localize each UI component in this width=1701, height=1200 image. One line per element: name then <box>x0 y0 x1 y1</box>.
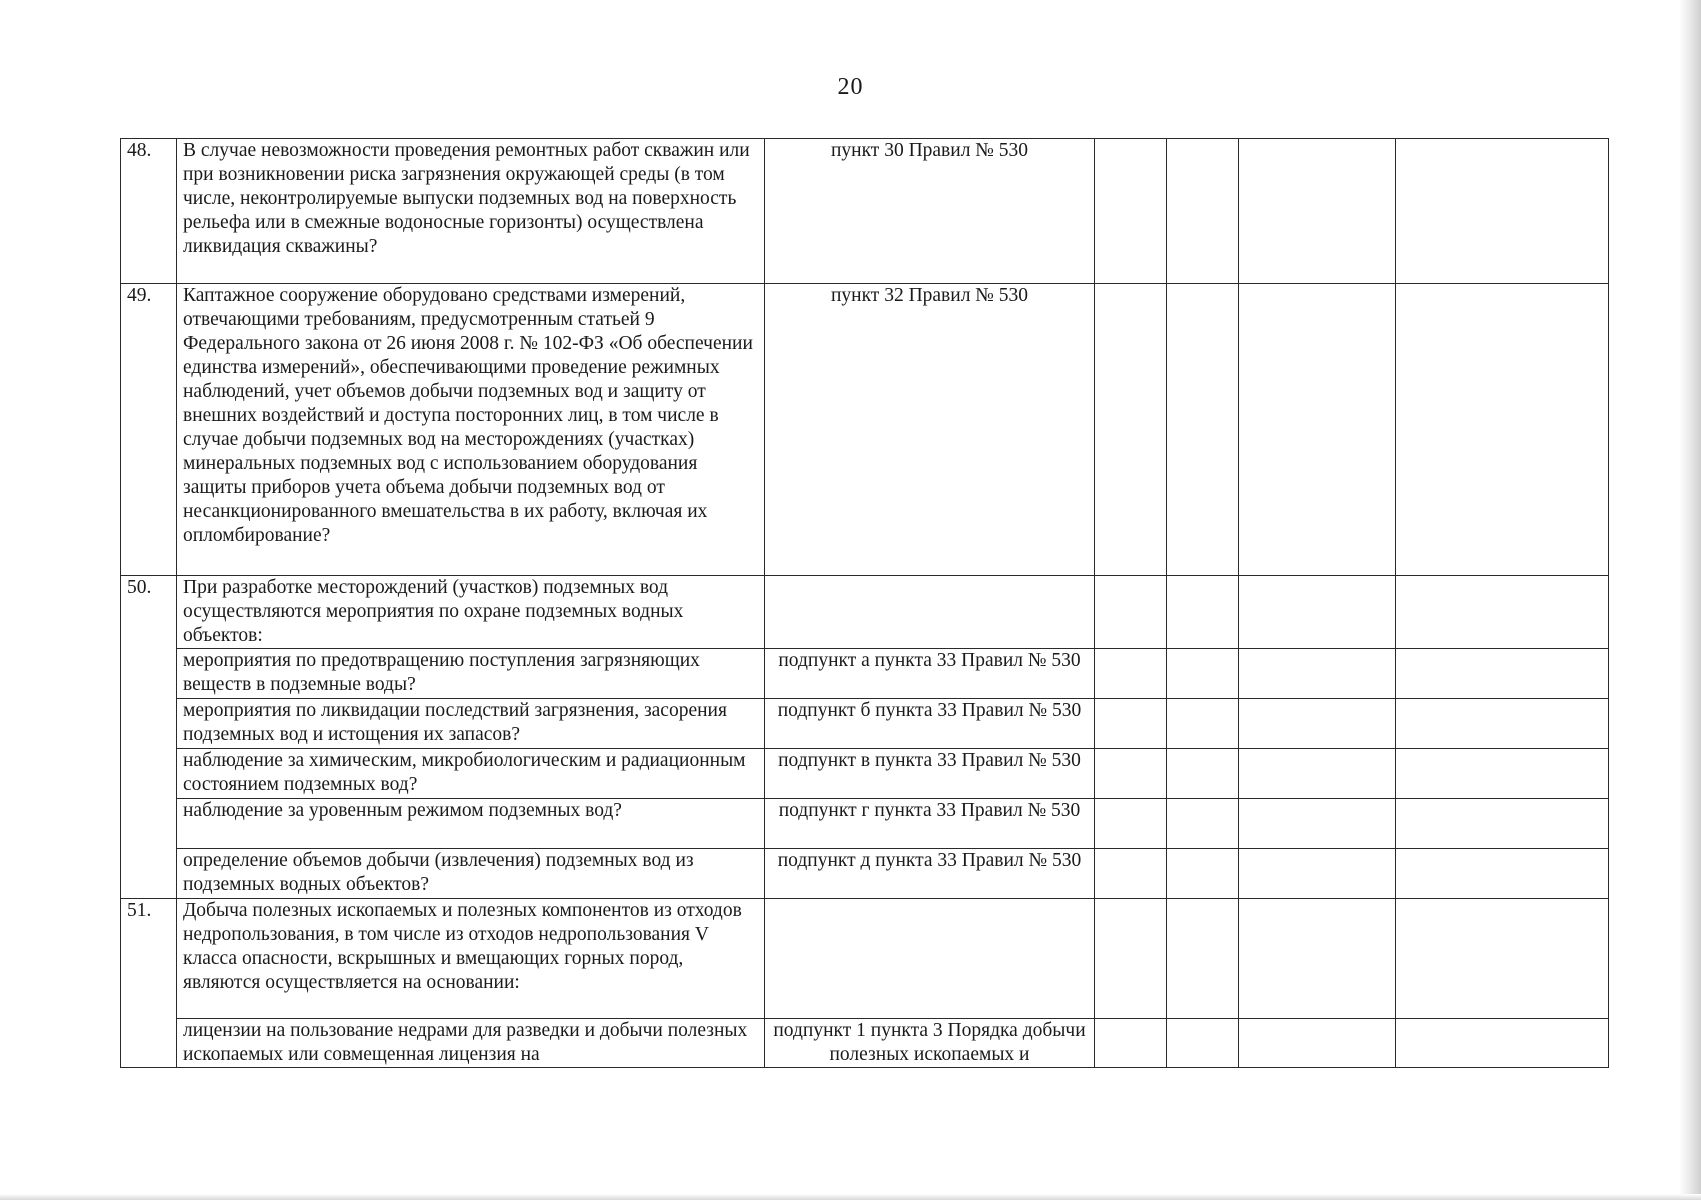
answer-cell <box>1167 799 1239 849</box>
answer-cell <box>1396 139 1609 284</box>
item-question: Каптажное сооружение оборудовано средствами измерений, отвечающими требованиям, предусмотренным статьей 9 Федерального закона от 26 июня 2008 г. № 102-ФЗ «Об обеспечении единства измерений», обеспечивающими проведение режимных наблюдений, учет объемов добычи подземных вод и защиту от внешних воздействий и доступа посторонних лиц, в том числе в случае добычи подземных вод на месторождениях (участках) минеральных подземных вод с использованием оборудования защиты приборов учета объема добычи подземных вод от несанкционированного вмешательства в их работу, включая их опломбирование? <box>177 284 765 576</box>
subitem-reference: подпункт в пункта 33 Правил № 530 <box>765 749 1095 799</box>
table-subrow <box>121 799 1609 849</box>
scan-bottom-shadow <box>0 1194 1701 1200</box>
item-number: 51. <box>121 899 177 1068</box>
answer-cell <box>1239 799 1396 849</box>
answer-cell <box>1095 139 1167 284</box>
table-subrow <box>121 649 1609 699</box>
scan-edge-shadow <box>1679 0 1701 1200</box>
item-reference: пункт 32 Правил № 530 <box>765 284 1095 576</box>
answer-cell <box>1239 139 1396 284</box>
subitem-reference: подпункт 1 пункта 3 Порядка добычи полезных ископаемых и <box>765 1019 1095 1068</box>
item-number: 48. <box>121 139 177 284</box>
subitem-question: мероприятия по предотвращению поступления загрязняющих веществ в подземные воды? <box>177 649 765 699</box>
answer-cell <box>1396 899 1609 1019</box>
answer-cell <box>1095 284 1167 576</box>
subitem-reference: подпункт а пункта 33 Правил № 530 <box>765 649 1095 699</box>
answer-cell <box>1239 284 1396 576</box>
answer-cell <box>1167 284 1239 576</box>
table-subrow <box>121 699 1609 749</box>
answer-cell <box>1396 1019 1609 1068</box>
answer-cell <box>1239 576 1396 649</box>
answer-cell <box>1095 699 1167 749</box>
subitem-question: наблюдение за уровенным режимом подземных вод? <box>177 799 765 849</box>
answer-cell <box>1167 576 1239 649</box>
table-row <box>121 139 1609 284</box>
subitem-reference: подпункт г пункта 33 Правил № 530 <box>765 799 1095 849</box>
item-reference: пункт 30 Правил № 530 <box>765 139 1095 284</box>
answer-cell <box>1167 1019 1239 1068</box>
item-number: 49. <box>121 284 177 576</box>
item-question: При разработке месторождений (участков) подземных вод осуществляются мероприятия по охране подземных водных объектов: <box>177 576 765 649</box>
answer-cell <box>1396 749 1609 799</box>
answer-cell <box>1239 899 1396 1019</box>
item-question: В случае невозможности проведения ремонтных работ скважин или при возникновении риска загрязнения окружающей среды (в том числе, неконтролируемые выпуски подземных вод на поверхность рельефа или в смежные водоносные горизонты) осуществлена ликвидация скважины? <box>177 139 765 284</box>
item-number: 50. <box>121 576 177 899</box>
answer-cell <box>1239 649 1396 699</box>
page-number: 20 <box>837 74 864 100</box>
answer-cell <box>1095 849 1167 899</box>
answer-cell <box>1396 799 1609 849</box>
answer-cell <box>1095 576 1167 649</box>
item-reference <box>765 576 1095 649</box>
answer-cell <box>1167 849 1239 899</box>
subitem-question: мероприятия по ликвидации последствий загрязнения, засорения подземных вод и истощения их запасов? <box>177 699 765 749</box>
table-subrow <box>121 849 1609 899</box>
table-row <box>121 576 1609 649</box>
answer-cell <box>1239 749 1396 799</box>
checklist-table <box>120 138 1609 1068</box>
answer-cell <box>1239 1019 1396 1068</box>
item-reference <box>765 899 1095 1019</box>
answer-cell <box>1095 899 1167 1019</box>
subitem-reference: подпункт б пункта 33 Правил № 530 <box>765 699 1095 749</box>
answer-cell <box>1396 699 1609 749</box>
answer-cell <box>1167 899 1239 1019</box>
table-subrow <box>121 1019 1609 1068</box>
subitem-reference: подпункт д пункта 33 Правил № 530 <box>765 849 1095 899</box>
table-row <box>121 899 1609 1019</box>
answer-cell <box>1396 649 1609 699</box>
answer-cell <box>1167 139 1239 284</box>
table-subrow <box>121 749 1609 799</box>
answer-cell <box>1239 849 1396 899</box>
subitem-question: наблюдение за химическим, микробиологическим и радиационным состоянием подземных вод? <box>177 749 765 799</box>
subitem-question: определение объемов добычи (извлечения) подземных вод из подземных водных объектов? <box>177 849 765 899</box>
answer-cell <box>1167 649 1239 699</box>
answer-cell <box>1396 576 1609 649</box>
answer-cell <box>1167 699 1239 749</box>
item-question: Добыча полезных ископаемых и полезных компонентов из отходов недропользования, в том числе из отходов недропользования V класса опасности, вскрышных и вмещающих горных пород, являются осуществляется на основании: <box>177 899 765 1019</box>
answer-cell <box>1095 799 1167 849</box>
answer-cell <box>1095 649 1167 699</box>
answer-cell <box>1396 284 1609 576</box>
subitem-question: лицензии на пользование недрами для разведки и добычи полезных ископаемых или совмещенная лицензия на <box>177 1019 765 1068</box>
table-row <box>121 284 1609 576</box>
answer-cell <box>1095 749 1167 799</box>
answer-cell <box>1396 849 1609 899</box>
answer-cell <box>1239 699 1396 749</box>
answer-cell <box>1167 749 1239 799</box>
answer-cell <box>1095 1019 1167 1068</box>
